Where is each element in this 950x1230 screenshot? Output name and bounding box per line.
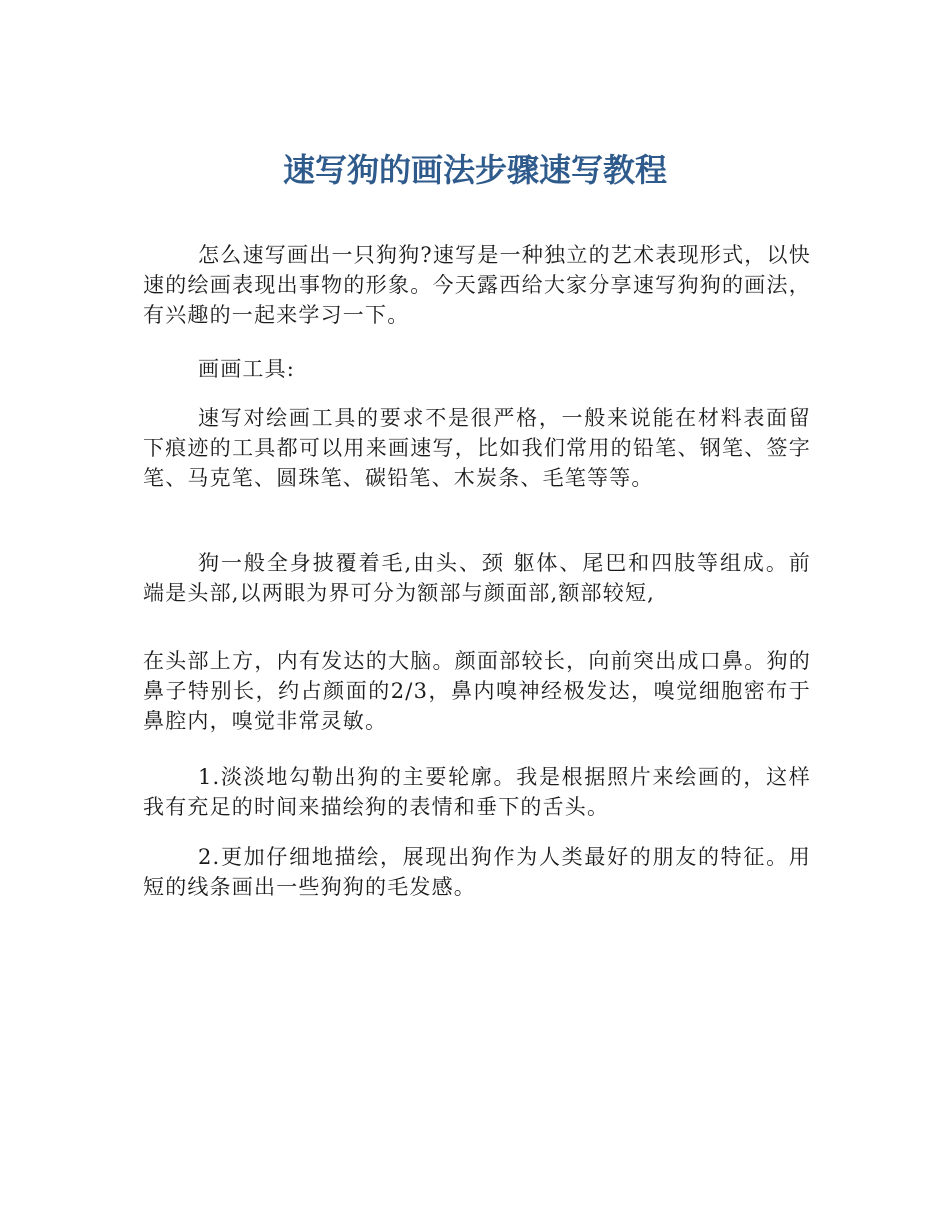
paragraph-dog-anatomy-part2: 在头部上方，内有发达的大脑。颜面部较长，向前突出成口鼻。狗的鼻子特别长，约占颜面的2/3，鼻内嗅神经极发达，嗅觉细胞密布于鼻腔内，嗅觉非常灵敏。 <box>143 649 811 733</box>
paragraph-intro: 怎么速写画出一只狗狗?速写是一种独立的艺术表现形式，以快速的绘画表现出事物的形象。今天露西给大家分享速写狗狗的画法，有兴趣的一起来学习一下。 <box>143 243 811 327</box>
paragraph-dog-anatomy-part1: 狗一般全身披覆着毛,由头、颈 躯体、尾巴和四肢等组成。前端是头部,以两眼为界可分为额部与颜面部,额部较短, <box>143 551 811 605</box>
paragraph-step-2: 2.更加仔细地描绘，展现出狗作为人类最好的朋友的特征。用短的线条画出一些狗狗的毛发感。 <box>143 845 811 899</box>
paragraph-tools-heading: 画画工具: <box>198 357 296 381</box>
paragraph-step-1: 1.淡淡地勾勒出狗的主要轮廓。我是根据照片来绘画的，这样我有充足的时间来描绘狗的表情和垂下的舌头。 <box>143 765 811 819</box>
document-title: 速写狗的画法步骤速写教程 <box>282 151 667 189</box>
paragraph-tools: 速写对绘画工具的要求不是很严格，一般来说能在材料表面留下痕迹的工具都可以用来画速写，比如我们常用的铅笔、钢笔、签字笔、马克笔、圆珠笔、碳铅笔、木炭条、毛笔等等。 <box>143 406 811 490</box>
